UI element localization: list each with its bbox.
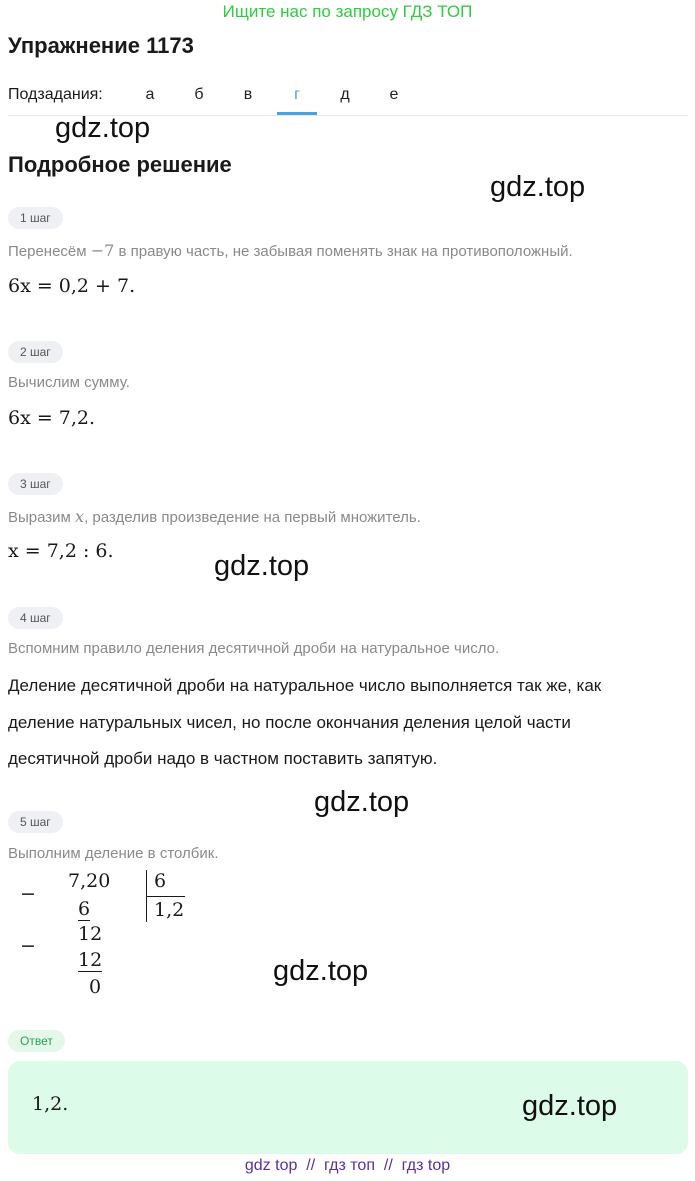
minus-sign: − (20, 883, 36, 905)
step-badge: 2 шаг (8, 341, 63, 363)
footer-links[interactable]: gdz top // гдз топ // гдз top (244, 1157, 451, 1174)
answer-value: 1,2. (32, 1093, 69, 1115)
page-title: Упражнение 1173 (8, 33, 194, 58)
minus-sign: − (20, 935, 36, 957)
step-hint: Вспомним правило деления десятичной дроби на натуральное число. (8, 640, 500, 657)
step-formula: 6x = 0,2 + 7. (8, 275, 136, 297)
divisor: 6 (154, 870, 167, 892)
watermark: gdz.top (273, 955, 369, 987)
step-formula: x = 7,2 : 6. (8, 540, 114, 562)
rule-line: десятичной дроби надо в частном поставить запятую. (8, 749, 438, 768)
section-title: Подробное решение (8, 152, 232, 177)
answer-badge: Ответ (8, 1030, 65, 1052)
step-badge: 4 шаг (8, 607, 63, 629)
rule-line: деление натуральных чисел, но после окончания деления целой части (8, 713, 571, 732)
step-hint: Вычислим сумму. (8, 374, 130, 391)
subtrahend: 12 (78, 949, 103, 971)
remainder: 12 (78, 923, 103, 945)
dividend: 7,20 (68, 870, 111, 892)
rule-line: Деление десятичной дроби на натуральное число выполняется так же, как (8, 676, 602, 695)
step-formula: 6x = 7,2. (8, 407, 96, 429)
watermark: gdz.top (490, 171, 586, 203)
watermark: gdz.top (55, 112, 151, 144)
step-hint: Перенесём −7 в правую часть, не забывая поменять знак на противоположный. (8, 241, 573, 260)
divisor-line (147, 896, 185, 897)
active-tab-indicator (277, 112, 317, 115)
tab-v[interactable]: в (243, 86, 253, 103)
tab-a[interactable]: а (145, 86, 155, 103)
subtasks-label: Подзадания: (8, 86, 103, 103)
subtrahend: 6 (78, 898, 91, 920)
tab-g[interactable]: г (294, 86, 300, 103)
step-hint: Выполним деление в столбик. (8, 845, 219, 862)
quotient: 1,2 (154, 899, 185, 921)
watermark: gdz.top (214, 550, 310, 582)
watermark: gdz.top (314, 786, 410, 818)
tab-d[interactable]: д (340, 86, 350, 103)
step-badge: 3 шаг (8, 473, 63, 495)
search-banner: Ищите нас по запросу ГДЗ ТОП (222, 2, 473, 21)
tab-e[interactable]: е (389, 86, 399, 103)
step-hint: Выразим x, разделив произведение на первый множитель. (8, 507, 421, 526)
step-badge: 1 шаг (8, 207, 63, 229)
step-badge: 5 шаг (8, 811, 63, 833)
tab-b[interactable]: б (194, 86, 204, 103)
remainder: 0 (89, 976, 102, 998)
watermark: gdz.top (522, 1090, 618, 1122)
